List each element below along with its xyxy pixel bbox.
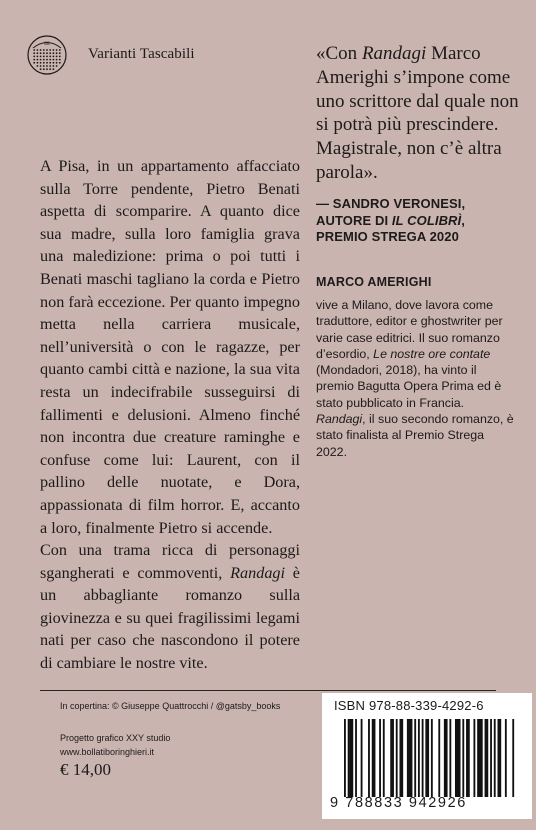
publisher-logo	[26, 34, 68, 76]
series-name: Varianti Tascabili	[88, 46, 195, 62]
blurb-p2-text-end: è un abbagliante romanzo sulla giovinezza e su quei fragilissimi legami nati per caso che nascondono il potere di cambiare le nostre vite.	[40, 563, 300, 673]
attribution-role	[316, 213, 526, 230]
review-quote	[316, 42, 524, 185]
author-name: MARCO AMERIGHI	[316, 275, 432, 289]
barcode	[344, 719, 516, 797]
svg-text:BB: BB	[44, 41, 50, 46]
blurb-book-title: Randagi	[230, 563, 286, 582]
attribution-role-text: AUTORE DI	[316, 212, 392, 228]
cover-credit: In copertina: © Giuseppe Quattrocchi / @gatsby_books	[60, 701, 281, 711]
isbn: ISBN 978-88-339-4292-6	[334, 698, 484, 713]
attribution-book-title: IL COLIBRÌ	[391, 212, 462, 228]
author-bio-text-2: (Mondadori, 2018), ha vinto il premio Bagutta Opera Prima ed è stato pubblicato in Francia.	[316, 363, 502, 410]
book-blurb	[40, 155, 300, 675]
author-bio-book-title-2: Randagi	[316, 412, 363, 427]
attribution-award: PREMIO STREGA 2020	[316, 229, 459, 244]
quote-open: «Con	[316, 43, 362, 64]
design-credit: Progetto grafico XXY studio	[60, 733, 171, 743]
barcode-bars	[344, 719, 516, 797]
blurb-p2-text: Con una trama ricca di personaggi sgangherati e commoventi,	[40, 541, 300, 582]
author-bio-book-title-1: Le nostre ore contate	[373, 346, 491, 361]
credits-divider	[40, 690, 496, 691]
author-bio-text-3: , il suo secondo romanzo, è stato finalista al Premio Strega 2022.	[316, 412, 514, 459]
attribution-comma: ,	[461, 212, 465, 228]
quote-text: Marco Amerighi s’impone come uno scrittore dal quale non si potrà più prescindere. Magistrale, non c’è altra parola».	[316, 43, 519, 183]
author-bio-text-1: vive a Milano, dove lavora come traduttore, editor e ghostwriter per varie case editrici. Il suo romanzo d’esordio,	[316, 298, 503, 361]
publisher-website: www.bollatiboringhieri.it	[60, 747, 155, 757]
attribution-name: — SANDRO VERONESI,	[316, 196, 466, 211]
blurb-paragraph-1: A Pisa, in un appartamento affacciato sulla Torre pendente, Pietro Benati aspetta di scomparire. A quanto dice sua madre, sulla loro famiglia grava una maledizione: prima o poi tutti i Benati maschi tagliano la corda e Pietro non farà eccezione. Per quanto impegno metta nella carriera musicale, nell’università o con le ragazze, per quanto cambi città e nazione, la sua vita resta un indecifrabile susseguirsi di fallimenti e delusioni. Almeno finché non incontra due creature raminghe e confuse come lui: Laurent, con il pallino delle nuotate, e Dora, appassionata di film horror. E, accanto a loro, finalmente Pietro si accende.	[40, 157, 300, 537]
quote-attribution	[316, 196, 526, 246]
publisher-globe-logo-icon	[26, 34, 68, 76]
blurb-paragraph-2	[40, 539, 300, 675]
author-bio	[316, 297, 516, 460]
price: € 14,00	[60, 760, 111, 779]
quote-book-title: Randagi	[361, 43, 427, 64]
ean-digits: 9 788833 942926	[330, 795, 467, 811]
